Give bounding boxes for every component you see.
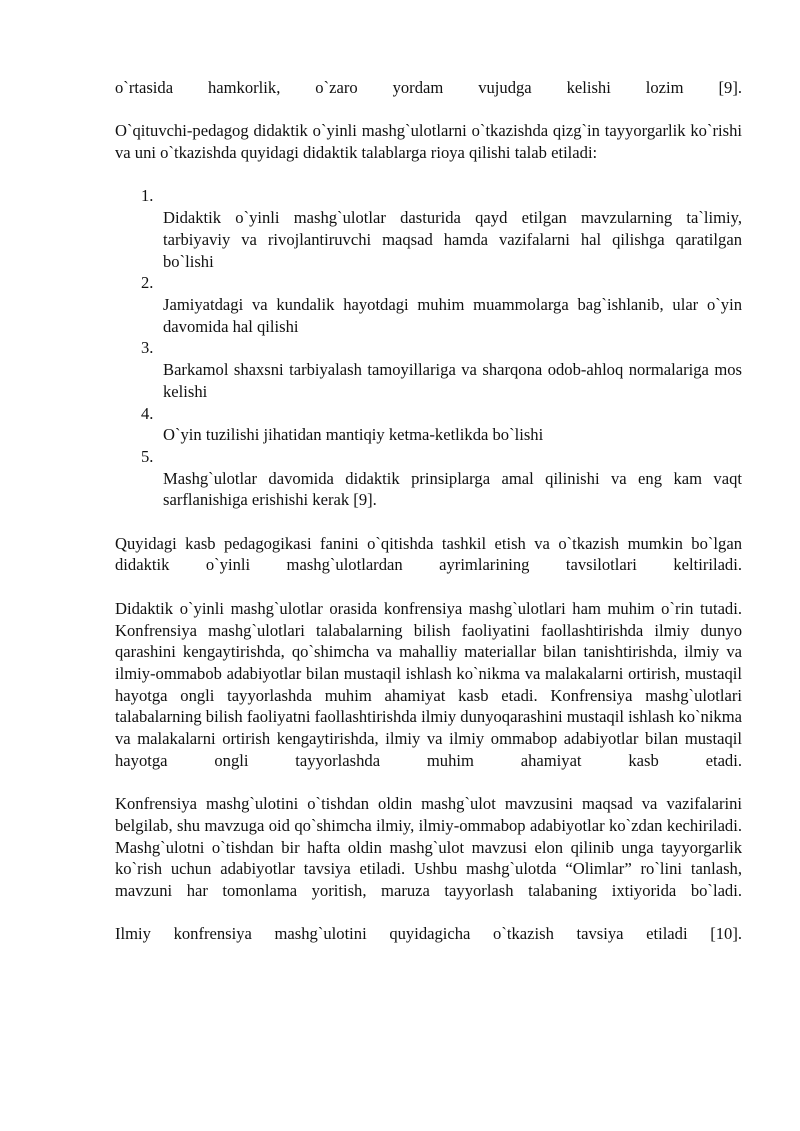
list-item-text: Didaktik o`yinli mashg`ulotlar dasturida qayd etilgan mavzularning ta`limiy, tarbiyaviy va rivojlantiruvchi maqsad hamda vazifalarni hal qilishga qaratilgan bo`lishi [163,208,742,271]
paragraph: o`rtasida hamkorlik, o`zaro yordam vujudga kelishi lozim [9]. [115,78,742,97]
paragraph-gap [115,511,742,533]
paragraph: Quyidagi kasb pedagogikasi fanini o`qitishda tashkil etish va o`tkazish mumkin bo`lgan didaktik o`yinli mashg`ulotlardan ayrimlarining tavsilotlari keltiriladi. [115,533,742,575]
paragraph-gap [115,576,742,598]
paragraph: Didaktik o`yinli mashg`ulotlar orasida konfrensiya mashg`ulotlari ham muhim o`rin tutadi. Konfrensiya mashg`ulotlari talabalarning bilish faoliyatini faollashtirishda ilmiy dunyo qarashini kengaytirishda, qo`shimcha va mahalliy materiallar bilan tanishtirishda, ilmiy va ilmiy-ommabob adabiyotlar bilan mustaqil ishlash ko`nikma va malakalarni ortirish, mustaqil hayotga ongli tayyorlashda muhim ahamiyat kasb etadi. Konfrensiya mashg`ulotlari talabalarning bilish faoliyatni faollashtirishda ilmiy dunyoqarashini mustaqil ishlash ko`nikma va malakalarni ortirish kengaytirishda, ilmiy va ilmiy ommabop adabiyotlar bilan mustaqil hayotga ongli tayyorlashda muhim ahamiyat kasb etadi. [115,598,742,770]
list-item-number: 2. [141,273,154,293]
list-item-text: Jamiyatdagi va kundalik hayotdagi muhim muammolarga bag`ishlanib, ular o`yin davomida hal qilishi [163,295,742,336]
paragraph-gap [115,771,742,793]
list-item [115,403,742,446]
paragraph-gap [115,164,742,186]
paragraph: Ilmiy konfrensiya mashg`ulotini quyidagicha o`tkazish tavsiya etiladi [10]. [115,924,742,944]
paragraph: O`qituvchi-pedagog didaktik o`yinli mashg`ulotlarni o`tkazishda qizg`in tayyorgarlik ko`rishi va uni o`tkazishda quyidagi didaktik talablarga rioya qilishi talab etiladi: [115,121,742,163]
list-item [115,337,742,402]
list-item-number: 5. [141,446,154,466]
paragraph-gap [115,99,742,121]
list-item-text: O`yin tuzilishi jihatidan mantiqiy ketma-ketlikda bo`lishi [163,425,544,445]
document-page [115,77,742,945]
requirements-list [115,185,742,511]
paragraph: Konfrensiya mashg`ulotini o`tishdan oldin mashg`ulot mavzusini maqsad va vazifalarini belgilab, shu mavzuga oid qo`shimcha ilmiy, ilmiy-ommabop adabiyotlar ko`zdan kechiriladi. Mashg`ulotni o`tishdan bir hafta oldin mashg`ulot mavzusi elon qilinib unga tayyorgarlik ko`rish uchun adabiyotlar tavsiya etiladi. Ushbu mashg`ulotda “Olimlar” ro`lini tanlash, mavzuni har tomonlama yoritish, maruza tayyorlash talabaning ixtiyorida bo`ladi. [115,794,742,900]
list-item-number: 1. [141,186,154,206]
list-item-number: 4. [141,403,154,423]
list-item-text: Mashg`ulotlar davomida didaktik prinsiplarga amal qilinishi va eng kam vaqt sarflanishiga erishishi kerak [9]. [163,468,742,510]
paragraph-gap [115,902,742,924]
list-item [115,185,742,272]
list-item-number: 3. [141,338,154,358]
list-item [115,272,742,337]
list-item [115,446,742,511]
list-item-text: Barkamol shaxsni tarbiyalash tamoyillariga va sharqona odob-ahloq normalariga mos kelishi [163,360,742,401]
